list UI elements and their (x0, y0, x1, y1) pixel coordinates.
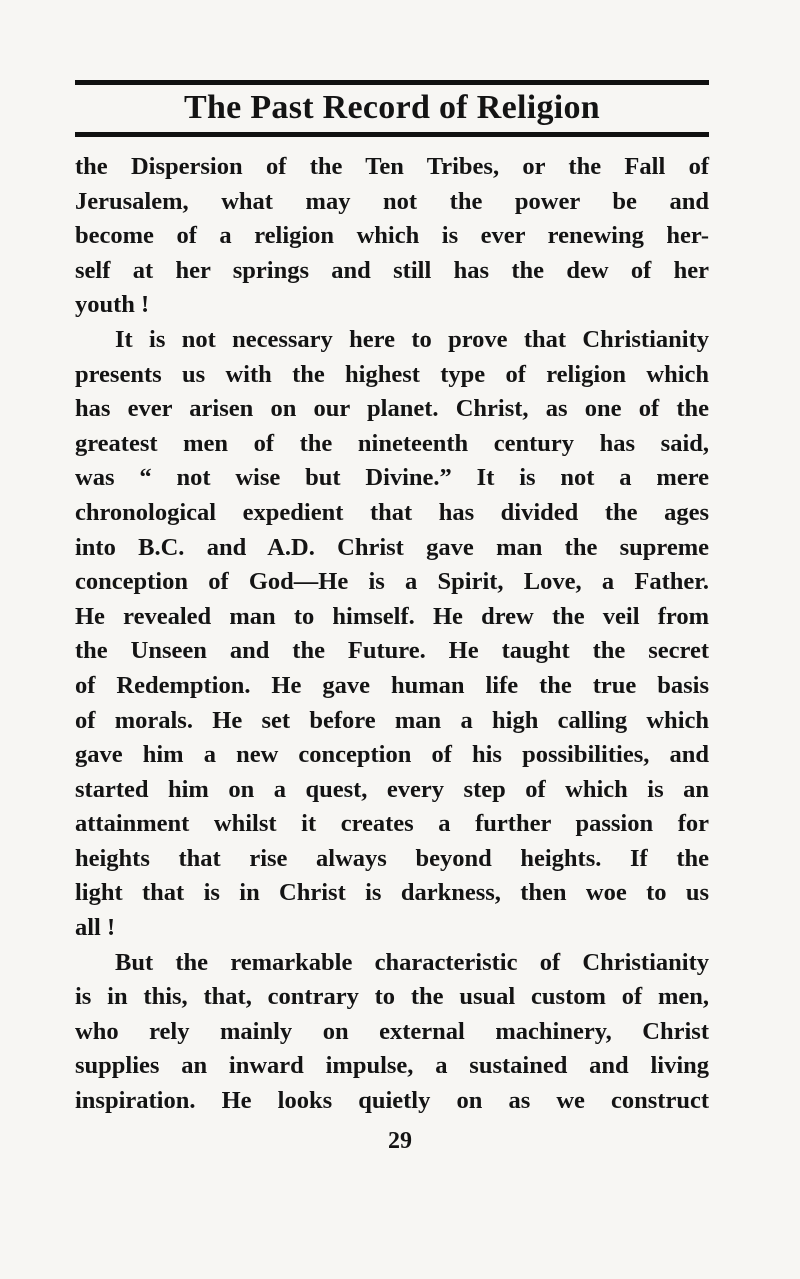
text-line: the Unseen and the Future. He taught the secret (75, 637, 709, 665)
text-line: Jerusalem, what may not the power be and (75, 187, 709, 215)
text-line: greatest men of the nineteenth century has said, (75, 429, 709, 457)
text-line: all ! (75, 914, 116, 942)
text-line: self at her springs and still has the dew of her (75, 256, 709, 284)
text-line: who rely mainly on external machinery, Christ (75, 1017, 709, 1045)
body-text (75, 150, 709, 1119)
text-line: has ever arisen on our planet. Christ, as one of the (75, 395, 709, 423)
text-line: supplies an inward impulse, a sustained and living (75, 1052, 709, 1080)
text-line: become of a religion which is ever renewing her- (75, 222, 709, 250)
text-line: It is not necessary here to prove that Christianity (115, 325, 709, 353)
text-line: But the remarkable characteristic of Christianity (115, 948, 709, 976)
text-line: of morals. He set before man a high calling which (75, 706, 709, 734)
text-line: the Dispersion of the Ten Tribes, or the Fall of (75, 153, 709, 180)
text-line: presents us with the highest type of religion which (75, 360, 709, 388)
text-line: attainment whilst it creates a further passion for (75, 810, 709, 838)
running-header: The Past Record of Religion (183, 89, 601, 126)
text-line: was “ not wise but Divine.” It is not a mere (75, 464, 709, 492)
text-line: He revealed man to himself. He drew the veil from (75, 602, 709, 630)
text-line: conception of God—He is a Spirit, Love, a Father. (75, 568, 709, 596)
text-line: light that is in Christ is darkness, then woe to us (75, 879, 709, 907)
page-number: 29 (388, 1128, 412, 1154)
text-line: inspiration. He looks quietly on as we construct (75, 1087, 709, 1115)
text-line: youth ! (75, 291, 150, 319)
text-line: heights that rise always beyond heights. If the (75, 844, 709, 872)
text-line: gave him a new conception of his possibilities, and (75, 741, 709, 769)
text-line: chronological expedient that has divided the ages (75, 498, 709, 526)
text-line: of Redemption. He gave human life the true basis (75, 671, 709, 699)
header-bottom-rule (75, 132, 709, 137)
text-line: started him on a quest, every step of which is an (75, 775, 709, 803)
text-line: is in this, that, contrary to the usual custom of men, (75, 983, 709, 1011)
text-line: into B.C. and A.D. Christ gave man the supreme (75, 533, 709, 561)
